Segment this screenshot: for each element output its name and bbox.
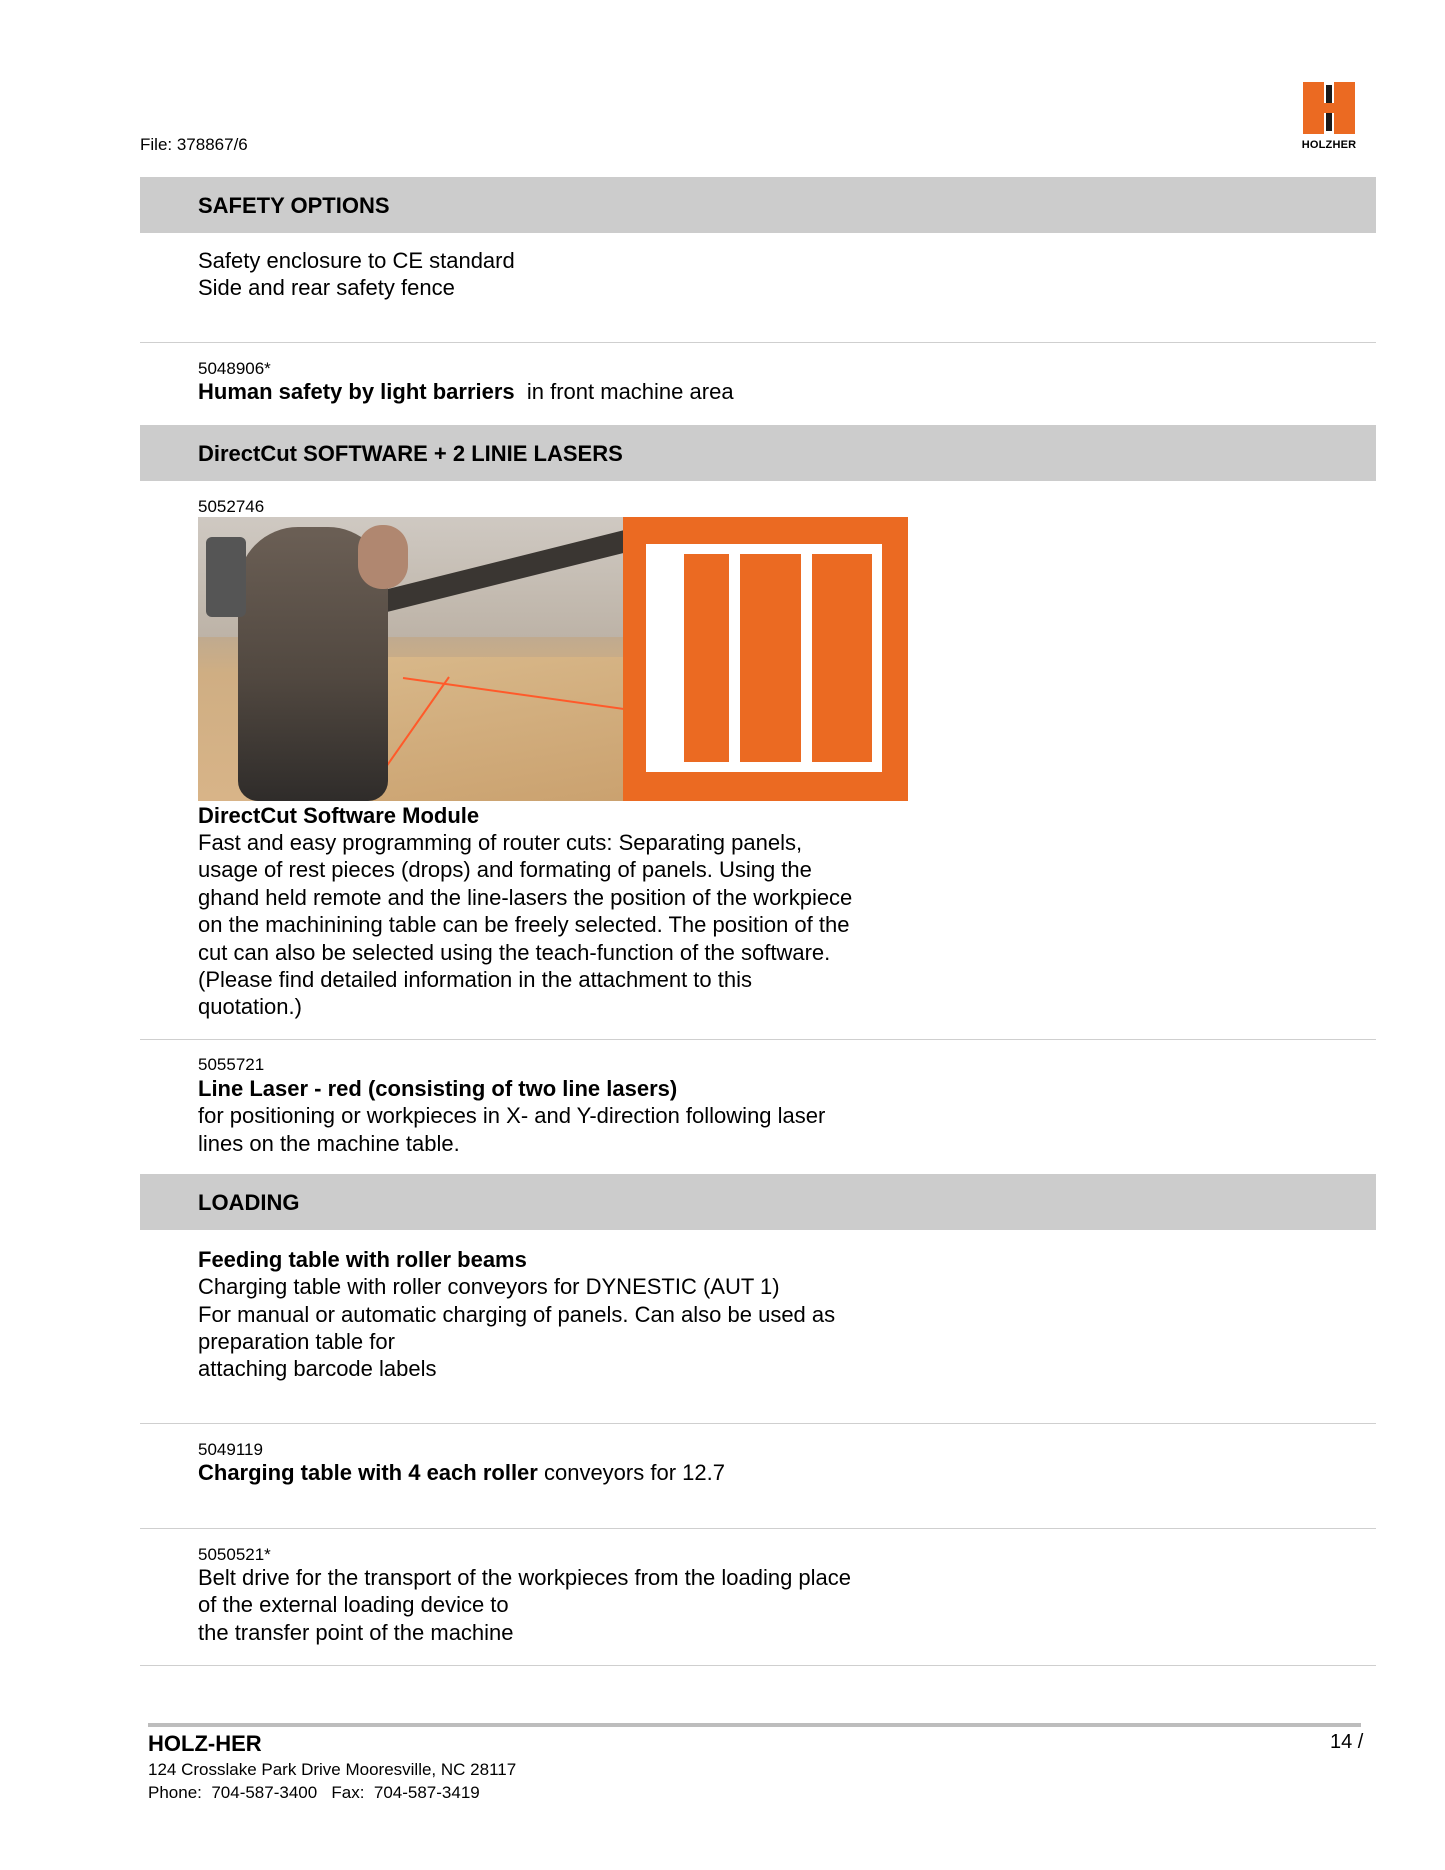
charging-table-item <box>198 1459 725 1487</box>
item-code: 5055721 <box>198 1055 265 1074</box>
laser-title <box>198 1075 677 1103</box>
divider <box>140 1039 1376 1040</box>
item-code: 5049119 <box>198 1440 263 1459</box>
section-title: LOADING <box>198 1190 300 1215</box>
light-barrier-item <box>198 378 734 406</box>
divider <box>140 342 1376 343</box>
page-number: 14 / <box>1330 1731 1364 1753</box>
module-desc-line: quotation.) <box>198 994 302 1019</box>
module-desc-line: Fast and easy programming of router cuts: Separating panels, <box>198 830 803 855</box>
module-title <box>198 802 479 830</box>
section-title: SAFETY OPTIONS <box>198 193 390 218</box>
module-desc-line: on the machinining table can be freely selected. The position of the <box>198 912 850 937</box>
section-header-directcut <box>140 425 1376 481</box>
divider <box>140 1665 1376 1666</box>
item-description: conveyors for 12.7 <box>537 1460 725 1485</box>
logo-text: HOLZHER <box>1301 139 1357 151</box>
section-header-loading <box>140 1174 1376 1230</box>
feed-desc-line: For manual or automatic charging of panels. Can also be used as <box>198 1302 836 1327</box>
directcut-panels-icon <box>623 517 908 801</box>
module-title-text: DirectCut Software Module <box>198 803 480 828</box>
feed-title-text: Feeding table with roller beams <box>198 1247 527 1272</box>
directcut-images <box>198 517 908 801</box>
laser-desc-line: for positioning or workpieces in X- and Y-direction following laser <box>198 1103 826 1128</box>
feed-title <box>198 1246 527 1274</box>
section-title: DirectCut SOFTWARE + 2 LINIE LASERS <box>198 441 623 466</box>
divider <box>140 1528 1376 1529</box>
belt-desc-line: the transfer point of the machine <box>198 1620 514 1645</box>
feed-desc-line: Charging table with roller conveyors for DYNESTIC (AUT 1) <box>198 1274 780 1299</box>
item-description: in front machine area <box>514 379 734 404</box>
feed-desc-line: attaching barcode labels <box>198 1356 437 1381</box>
feed-desc-line: preparation table for <box>198 1329 395 1354</box>
item-title: Charging table with 4 each roller <box>198 1460 538 1485</box>
footer-divider <box>148 1723 1361 1727</box>
item-title: Human safety by light barriers <box>198 379 515 404</box>
laser-title-text: Line Laser - red (consisting of two line lasers) <box>198 1076 678 1101</box>
belt-desc-line: Belt drive for the transport of the workpieces from the loading place <box>198 1565 852 1590</box>
section-header-safety <box>140 177 1376 233</box>
safety-fence-text: Side and rear safety fence <box>198 275 455 300</box>
divider <box>140 1423 1376 1424</box>
module-desc-line: usage of rest pieces (drops) and formating of panels. Using the <box>198 857 812 882</box>
footer-phone: Phone: 704-587-3400 Fax: 704-587-3419 <box>148 1783 480 1802</box>
item-code: 5048906* <box>198 359 271 378</box>
laser-desc-line: lines on the machine table. <box>198 1131 460 1156</box>
footer-company: HOLZ-HER <box>148 1731 262 1756</box>
safety-enclosure-text: Safety enclosure to CE standard <box>198 248 515 273</box>
footer-address: 124 Crosslake Park Drive Mooresville, NC 28117 <box>148 1760 517 1779</box>
module-desc-line: (Please find detailed information in the attachment to this <box>198 967 752 992</box>
module-desc-line: ghand held remote and the line-lasers the position of the workpiece <box>198 885 853 910</box>
module-desc-line: cut can also be selected using the teach-function of the software. <box>198 940 831 965</box>
operator-photo <box>198 517 623 801</box>
holzher-logo-icon <box>1303 82 1355 134</box>
belt-desc-line: of the external loading device to <box>198 1592 509 1617</box>
item-code: 5052746 <box>198 497 265 516</box>
item-code: 5050521* <box>198 1545 271 1564</box>
holzher-logo <box>1300 82 1358 151</box>
file-reference: File: 378867/6 <box>140 135 248 154</box>
